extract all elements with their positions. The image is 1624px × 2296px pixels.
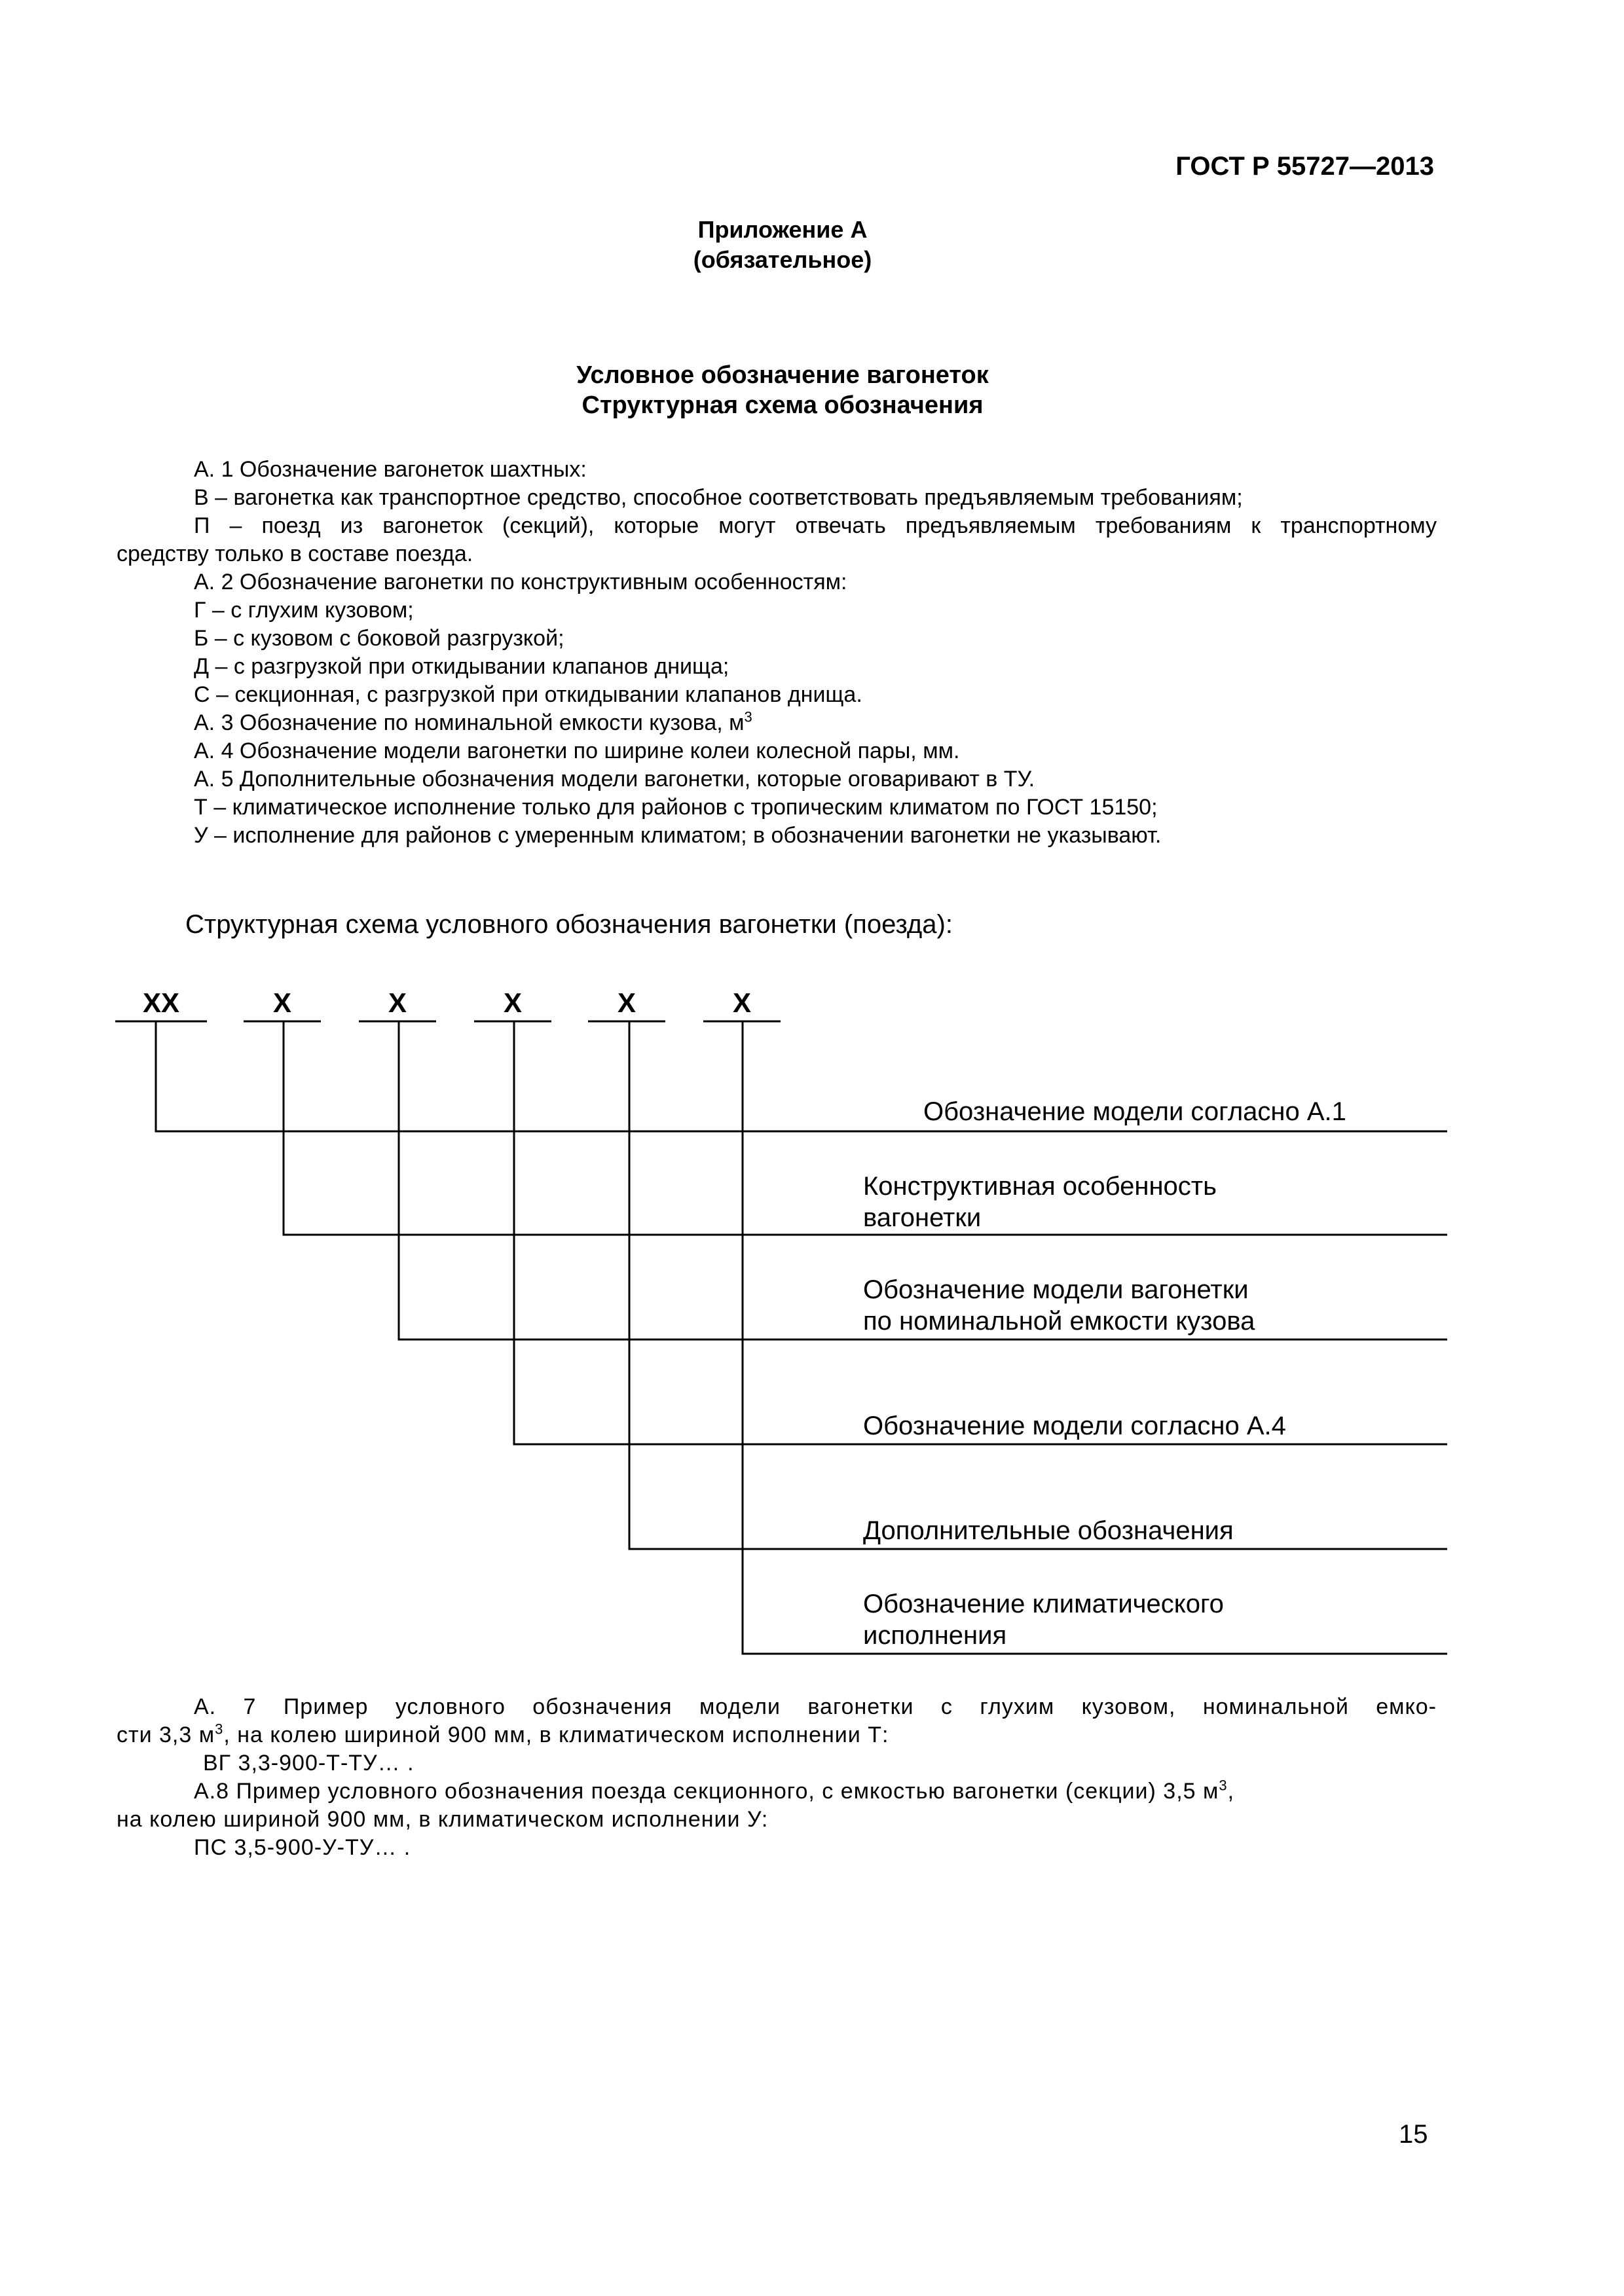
appendix-status: (обязательное): [693, 246, 872, 273]
para-a1: А. 1 Обозначение вагонеток шахтных:: [194, 457, 587, 482]
para-g: Г – с глухим кузовом;: [194, 598, 414, 623]
code-2: Х: [272, 987, 291, 1018]
example-a8-pre: А.8 Пример условного обозначения поезда секционного, с емкостью вагонетки (секции) 3,5 м: [194, 1779, 1219, 1804]
label-model-a1: Обозначение модели согласно А.1: [923, 1097, 1346, 1126]
page-number: 15: [1399, 2120, 1428, 2149]
para-a3-text: А. 3 Обозначение по номинальной емкости кузова, м: [194, 710, 745, 735]
standard-number: ГОСТ Р 55727—2013: [1175, 152, 1434, 181]
example-a7-line1: А. 7 Пример условного обозначения модели вагонетки с глухим кузовом, номинальной емко-: [194, 1694, 1437, 1719]
appendix-title: Приложение А: [697, 216, 868, 243]
para-d: Д – с разгрузкой при откидывании клапанов днища;: [194, 654, 729, 679]
para-b-line: В – вагонетка как транспортное средство, способное соответствовать предъявляемым требованиям;: [194, 485, 1243, 510]
example-a7-code: ВГ 3,3-900-Т-ТУ… .: [203, 1751, 415, 1776]
label-additional: Дополнительные обозначения: [863, 1516, 1234, 1545]
label-capacity-2: по номинальной емкости кузова: [863, 1307, 1255, 1336]
example-a8-sup: 3: [1219, 1777, 1228, 1794]
code-4: Х: [503, 987, 522, 1018]
example-a8-post: ,: [1227, 1779, 1235, 1804]
label-model-a4: Обозначение модели согласно А.4: [863, 1412, 1286, 1440]
code-3: Х: [388, 987, 407, 1018]
example-a8-line1: [194, 1777, 1234, 1806]
para-a3-sup: 3: [744, 708, 752, 725]
para-p-line-1: П – поезд из вагонеток (секций), которые могут отвечать предъявляемым требованиям к транспортному: [194, 513, 1437, 538]
example-a7-pre: сти 3,3 м: [117, 1722, 215, 1747]
para-a5: А. 5 Дополнительные обозначения модели вагонетки, которые оговаривают в ТУ.: [194, 767, 1035, 792]
para-b2: Б – с кузовом с боковой разгрузкой;: [194, 626, 564, 651]
para-u: У – исполнение для районов с умеренным климатом; в обозначении вагонетки не указывают.: [194, 823, 1162, 848]
section-title-1: Условное обозначение вагонеток: [576, 361, 989, 389]
para-s: С – секционная, с разгрузкой при откидывании клапанов днища.: [194, 682, 862, 707]
para-p-line-2: средству только в составе поезда.: [117, 541, 473, 566]
label-climate-1: Обозначение климатического: [863, 1590, 1224, 1618]
example-a7-line2: [117, 1721, 889, 1749]
para-a2: А. 2 Обозначение вагонетки по конструктивным особенностям:: [194, 570, 847, 594]
schema-title: Структурная схема условного обозначения вагонетки (поезда):: [185, 910, 953, 939]
label-construct-1: Конструктивная особенность: [863, 1172, 1217, 1201]
code-5: Х: [617, 987, 636, 1018]
label-climate-2: исполнения: [863, 1621, 1007, 1650]
example-a7-post: , на колею шириной 900 мм, в климатическом исполнении Т:: [223, 1722, 889, 1747]
para-a4: А. 4 Обозначение модели вагонетки по ширине колеи колесной пары, мм.: [194, 738, 960, 763]
example-a8-code: ПС 3,5-900-У-ТУ… .: [194, 1835, 411, 1860]
example-a8-line2: на колею шириной 900 мм, в климатическом исполнении У:: [117, 1807, 769, 1832]
code-6: Х: [732, 987, 751, 1018]
example-a7-sup: 3: [215, 1721, 224, 1738]
label-capacity-1: Обозначение модели вагонетки: [863, 1275, 1249, 1304]
label-construct-2: вагонетки: [863, 1203, 982, 1232]
code-1: ХХ: [142, 987, 180, 1018]
para-t: Т – климатическое исполнение только для районов с тропическим климатом по ГОСТ 15150;: [194, 795, 1158, 820]
section-title-2: Структурная схема обозначения: [581, 392, 984, 419]
